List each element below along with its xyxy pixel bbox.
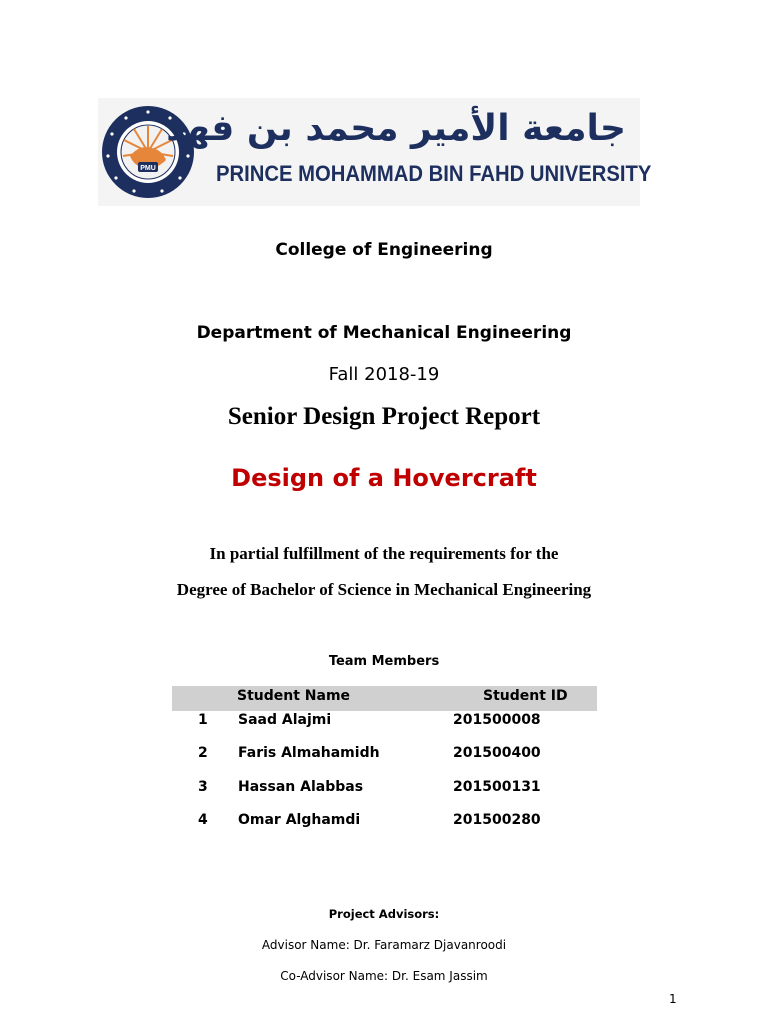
student-id: 201500280: [453, 812, 541, 828]
project-title: Design of a Hovercraft: [231, 464, 537, 492]
student-name: Faris Almahamidh: [238, 745, 380, 761]
student-name: Omar Alghamdi: [238, 812, 361, 828]
university-banner: [98, 98, 652, 206]
coadvisor-name: Co-Advisor Name: Dr. Esam Jassim: [280, 969, 488, 983]
project-advisors-heading: Project Advisors:: [328, 907, 440, 921]
row-number: 2: [198, 745, 208, 761]
requirements-line-2: Degree of Bachelor of Science in Mechanical Engineering: [176, 580, 592, 599]
department-name: Department of Mechanical Engineering: [196, 323, 572, 343]
column-header-student-id: Student ID: [483, 688, 568, 704]
student-name: Saad Alajmi: [238, 712, 332, 728]
row-number: 1: [198, 712, 208, 728]
university-name-arabic: جامعة الأمير محمد بن فهد: [166, 108, 626, 149]
requirements-line-1: In partial fulfillment of the requirements for the: [209, 544, 559, 563]
seal-text: PMU: [140, 165, 156, 172]
term: Fall 2018-19: [328, 364, 440, 385]
table-row: [172, 812, 597, 836]
table-row: [172, 745, 597, 769]
table-row: [172, 779, 597, 803]
college-name: College of Engineering: [275, 240, 493, 260]
row-number: 3: [198, 779, 208, 795]
report-type: Senior Design Project Report: [227, 403, 541, 430]
team-table-header: [172, 686, 597, 711]
student-id: 201500008: [453, 712, 541, 728]
university-name-english: PRINCE MOHAMMAD BIN FAHD UNIVERSITY: [216, 161, 652, 186]
column-header-student-name: Student Name: [237, 688, 351, 704]
student-name: Hassan Alabbas: [238, 779, 364, 795]
team-members-heading: Team Members: [328, 654, 440, 669]
row-number: 4: [198, 812, 208, 828]
table-row: [172, 712, 597, 736]
advisor-name: Advisor Name: Dr. Faramarz Djavanroodi: [261, 938, 507, 952]
student-id: 201500131: [453, 779, 541, 795]
page-number: 1: [669, 992, 677, 1006]
student-id: 201500400: [453, 745, 541, 761]
